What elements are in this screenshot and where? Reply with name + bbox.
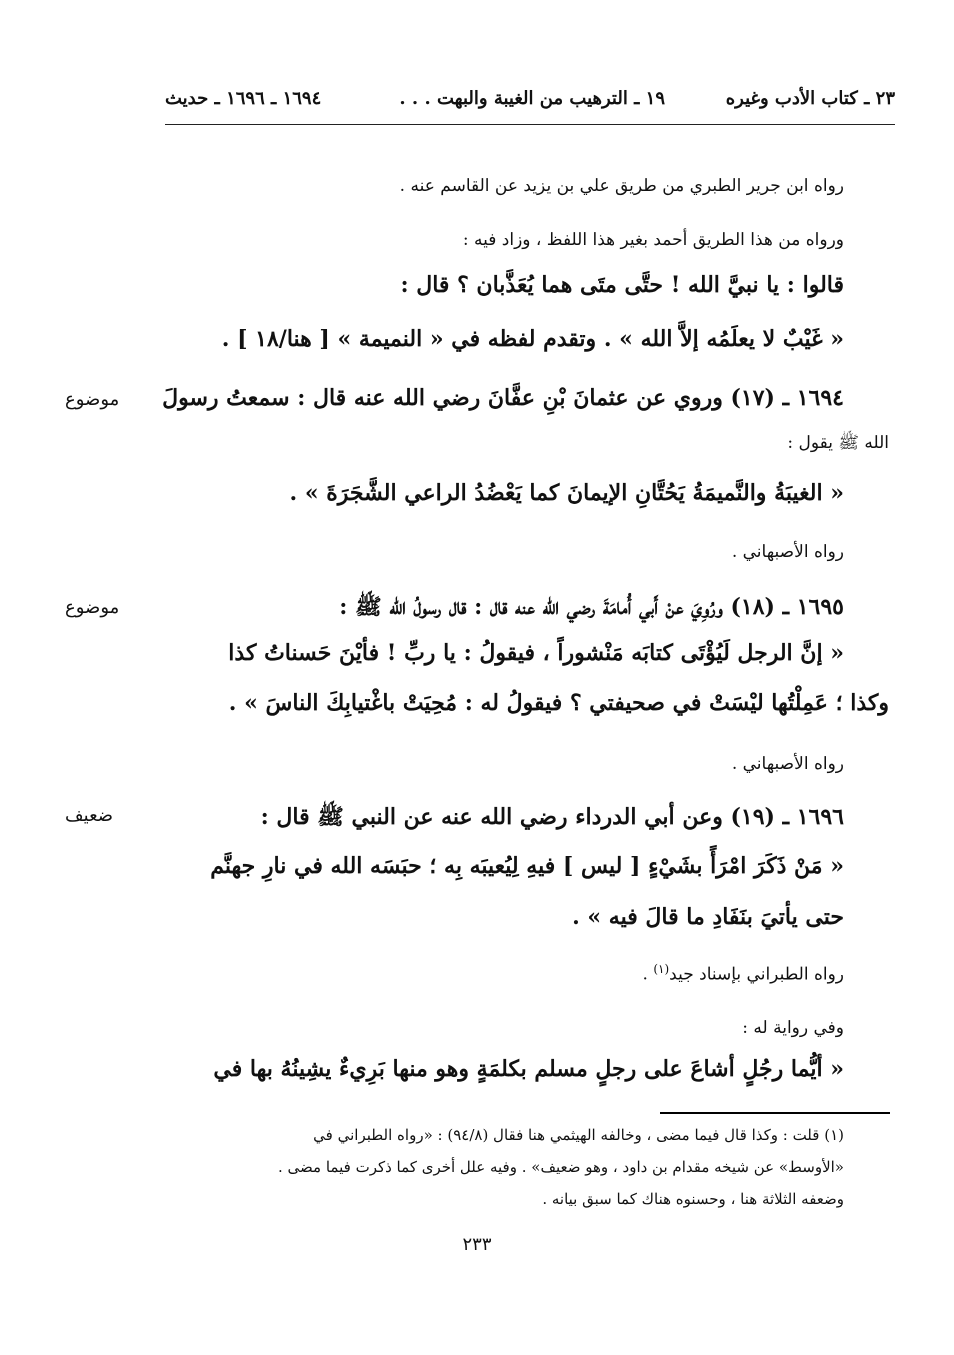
text-line: رواه ابن جرير الطبري من طريق علي بن يزيد عن القاسم عنه . (399, 176, 844, 196)
matn-line: « أيُّما رجُلٍ أشاعَ على رجلٍ مسلم بكلمَةٍ وهو منها بَرِيءٌ يشِينُهُ بها في (213, 1056, 844, 1082)
source-line (643, 962, 844, 985)
hadith-1696-line: ١٦٩٦ ـ (١٩) وعن أبي الدرداء رضي الله عنه عن النبي ﷺ قال : (260, 804, 844, 830)
footnote-line: «الأوسط» عن شيخه مقدام بن داود ، وهو ضعيف» . وفيه علل أخرى كما ذكرت فيما مضى . (278, 1158, 844, 1176)
grade-label: موضوع (65, 597, 120, 618)
grade-label: ضعيف (65, 805, 114, 826)
text-line: وفي رواية له : (742, 1018, 844, 1038)
matn-line: وكذا ؛ عَمِلْتُها ليْسَتْ في صحيفتي ؟ فيقولُ له : مُحِيَتْ باغْتيابِكَ الناسَ » . (228, 690, 889, 716)
header-section: ١٩ ـ الترهيب من الغيبة والبهت . . . (399, 88, 665, 109)
source-line: رواه الأصبهاني . (731, 542, 844, 562)
footnote-ref[interactable]: (١) (653, 962, 670, 976)
grade-label: موضوع (65, 389, 120, 410)
text-line: ورواه من هذا الطريق أحمد بغير هذا اللفظ ، وزاد فيه : (462, 230, 844, 250)
page-number: ٢٣٣ (462, 1234, 492, 1255)
footnote-line: وضعفه الثلاثة هنا ، وحسنوه هناك كما سبق بيانه . (542, 1190, 844, 1208)
header-chapter: ٢٣ ـ كتاب الأدب وغيره (725, 88, 895, 109)
header-rule (165, 124, 895, 125)
source-text: رواه الطبراني بإسناد جيد (669, 964, 844, 985)
hadith-1695-line: ١٦٩٥ ـ (١٨) ورُوِيَ عنْ أَبي أُمامَةَ رضي الله عنه قال : قال رسولُ الله ﷺ : (339, 594, 844, 620)
footnote-line: (١) قلت : وكذا قال فيما مضى ، وخالفه الهيثمي هنا فقال (٩٤/٨) : «رواه الطبراني في (313, 1126, 844, 1144)
source-line: رواه الأصبهاني . (731, 754, 844, 774)
matn-line: « غَيْبٌ لا يعلَمُه إلاَّ الله » . وتقدم لفظه في « النميمة » [ هنا/١٨ ] . (221, 326, 844, 352)
matn-line: « إنَّ الرجل لَيُؤْتَى كتابَه مَنْشوراً ، فيقولُ : يا ربِّ ! فأيْنَ حَسناتُ كذا (228, 640, 844, 666)
matn-line: « مَنْ ذَكَرَ امْرَأً بشَيْءٍ [ ليس ] فيهِ لِيُعيبَه بِه ؛ حبَسَه الله في نارِ جهنَّم (210, 853, 844, 879)
running-header (165, 88, 895, 122)
header-hadith-range: ١٦٩٤ ـ ١٦٩٦ ـ حديث (165, 88, 322, 109)
source-end: . (642, 964, 654, 985)
footnote-rule (660, 1112, 890, 1114)
hadith-1694-line: ١٦٩٤ ـ (١٧) وروي عن عثمانَ بْنِ عفَّانَ رضي الله عنه قال : سمعتُ رسولَ (162, 385, 844, 411)
matn-line: قالوا : يا نبيَّ الله ! حتَّى متَى هما يُعَذَّبان ؟ قال : (400, 272, 844, 298)
matn-line: حتى يأتيَ بنَفَادِ ما قالَ فيه » . (572, 904, 844, 930)
hadith-1694-line: الله ﷺ يقول : (787, 433, 889, 453)
matn-line: « الغيبَةُ والنَّميمَةُ يَحُتَّانِ الإيمانَ كما يَعْضُدُ الراعي الشَّجَرَةَ » . (289, 480, 844, 506)
